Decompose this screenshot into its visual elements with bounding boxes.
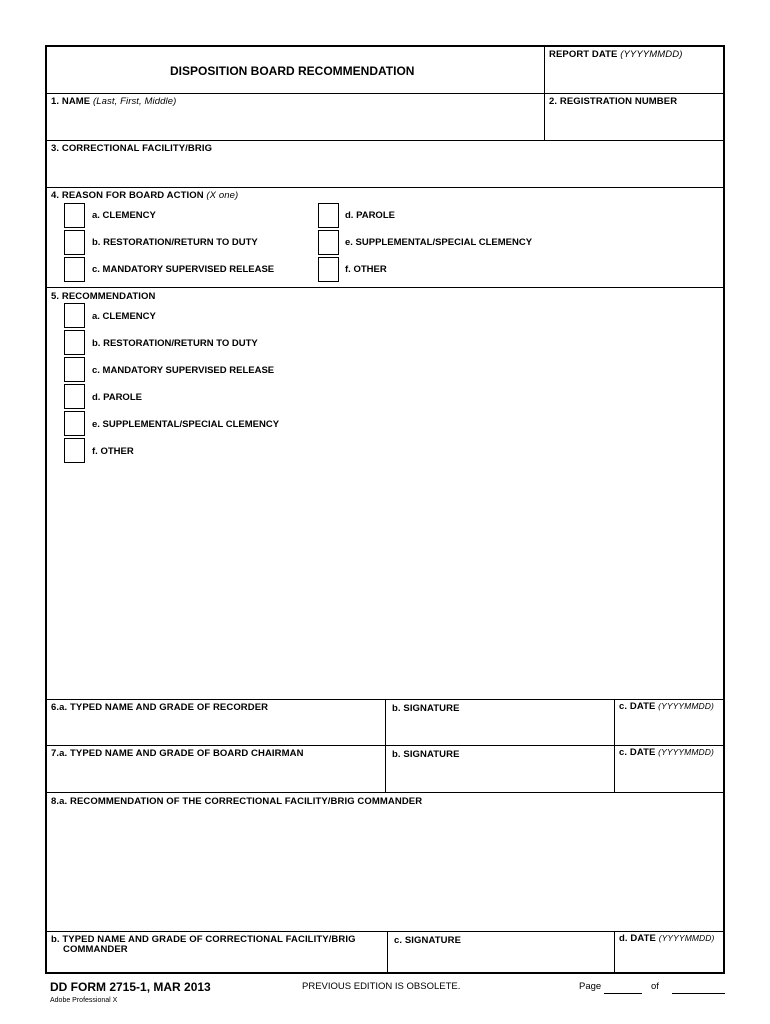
divider xyxy=(47,931,723,932)
reason-special-clemency-checkbox[interactable] xyxy=(318,230,339,255)
commander-date-label: d. DATE (YYYYMMDD) xyxy=(619,933,715,944)
recorder-date-label: c. DATE (YYYYMMDD) xyxy=(619,701,714,712)
recommendation-clemency-checkbox[interactable] xyxy=(64,303,85,328)
page-number-field[interactable] xyxy=(604,993,642,994)
page-total-field[interactable] xyxy=(672,993,725,994)
registration-number-label: 2. REGISTRATION NUMBER xyxy=(549,96,678,107)
chairman-name-label: 7.a. TYPED NAME AND GRADE OF BOARD CHAIRMAN xyxy=(51,748,304,759)
recommendation-special-clemency-checkbox[interactable] xyxy=(64,411,85,436)
commander-signature-field[interactable] xyxy=(388,947,614,974)
reason-option-label: d. PAROLE xyxy=(345,210,395,221)
chairman-date-label: c. DATE (YYYYMMDD) xyxy=(619,747,714,758)
recommendation-option-label: f. OTHER xyxy=(92,446,134,457)
reason-option-label: a. CLEMENCY xyxy=(92,210,156,221)
disposition-form xyxy=(45,45,725,974)
facility-label: 3. CORRECTIONAL FACILITY/BRIG xyxy=(51,143,213,154)
chairman-date-field[interactable] xyxy=(615,759,725,792)
commander-signature-label: c. SIGNATURE xyxy=(394,935,462,946)
reason-other-checkbox[interactable] xyxy=(318,257,339,282)
divider xyxy=(47,792,723,793)
recorder-date-field[interactable] xyxy=(615,713,725,745)
reason-mandatory-release-checkbox[interactable] xyxy=(64,257,85,282)
commander-name-field[interactable] xyxy=(47,957,387,974)
recommendation-mandatory-release-checkbox[interactable] xyxy=(64,357,85,382)
commander-date-field[interactable] xyxy=(615,947,725,974)
edition-note: PREVIOUS EDITION IS OBSOLETE. xyxy=(302,981,461,992)
recorder-signature-field[interactable] xyxy=(386,713,614,745)
of-label: of xyxy=(651,981,659,992)
recommendation-option-label: d. PAROLE xyxy=(92,392,142,403)
chairman-signature-label: b. SIGNATURE xyxy=(392,749,460,760)
divider xyxy=(47,140,723,141)
commander-recommendation-label: 8.a. RECOMMENDATION OF THE CORRECTIONAL FACILITY/BRIG COMMANDER xyxy=(51,796,423,807)
reason-parole-checkbox[interactable] xyxy=(318,203,339,228)
recorder-signature-label: b. SIGNATURE xyxy=(392,703,460,714)
page-label: Page xyxy=(579,981,602,992)
divider xyxy=(47,287,723,288)
recommendation-label: 5. RECOMMENDATION xyxy=(51,291,156,302)
name-label: 1. NAME (Last, First, Middle) xyxy=(51,96,177,107)
facility-field[interactable] xyxy=(47,154,725,187)
name-field[interactable] xyxy=(47,107,544,140)
reason-option-label: f. OTHER xyxy=(345,264,387,275)
recommendation-notes-area[interactable] xyxy=(47,467,725,698)
commander-name-label: b. TYPED NAME AND GRADE OF CORRECTIONAL FACILITY/BRIG COMMANDER xyxy=(51,934,356,955)
divider xyxy=(47,187,723,188)
recorder-name-label: 6.a. TYPED NAME AND GRADE OF RECORDER xyxy=(51,702,269,713)
reason-label: 4. REASON FOR BOARD ACTION (X one) xyxy=(51,190,239,201)
recommendation-parole-checkbox[interactable] xyxy=(64,384,85,409)
recorder-name-field[interactable] xyxy=(47,713,385,745)
report-date-field[interactable] xyxy=(545,59,725,92)
reason-restoration-checkbox[interactable] xyxy=(64,230,85,255)
reason-option-label: b. RESTORATION/RETURN TO DUTY xyxy=(92,237,258,248)
reason-option-label: e. SUPPLEMENTAL/SPECIAL CLEMENCY xyxy=(345,237,533,248)
software-note: Adobe Professional X xyxy=(50,997,118,1004)
recommendation-option-label: e. SUPPLEMENTAL/SPECIAL CLEMENCY xyxy=(92,419,280,430)
report-date-label: REPORT DATE (YYYYMMDD) xyxy=(549,49,683,60)
form-title: DISPOSITION BOARD RECOMMENDATION xyxy=(170,64,415,78)
chairman-name-field[interactable] xyxy=(47,759,385,792)
commander-recommendation-area[interactable] xyxy=(47,807,725,931)
recommendation-option-label: b. RESTORATION/RETURN TO DUTY xyxy=(92,338,258,349)
reason-clemency-checkbox[interactable] xyxy=(64,203,85,228)
chairman-signature-field[interactable] xyxy=(386,759,614,792)
divider xyxy=(47,93,723,94)
recommendation-option-label: a. CLEMENCY xyxy=(92,311,156,322)
registration-number-field[interactable] xyxy=(545,107,725,140)
reason-option-label: c. MANDATORY SUPERVISED RELEASE xyxy=(92,264,275,275)
recommendation-option-label: c. MANDATORY SUPERVISED RELEASE xyxy=(92,365,275,376)
recommendation-other-checkbox[interactable] xyxy=(64,438,85,463)
form-number: DD FORM 2715-1, MAR 2013 xyxy=(50,980,211,994)
recommendation-restoration-checkbox[interactable] xyxy=(64,330,85,355)
